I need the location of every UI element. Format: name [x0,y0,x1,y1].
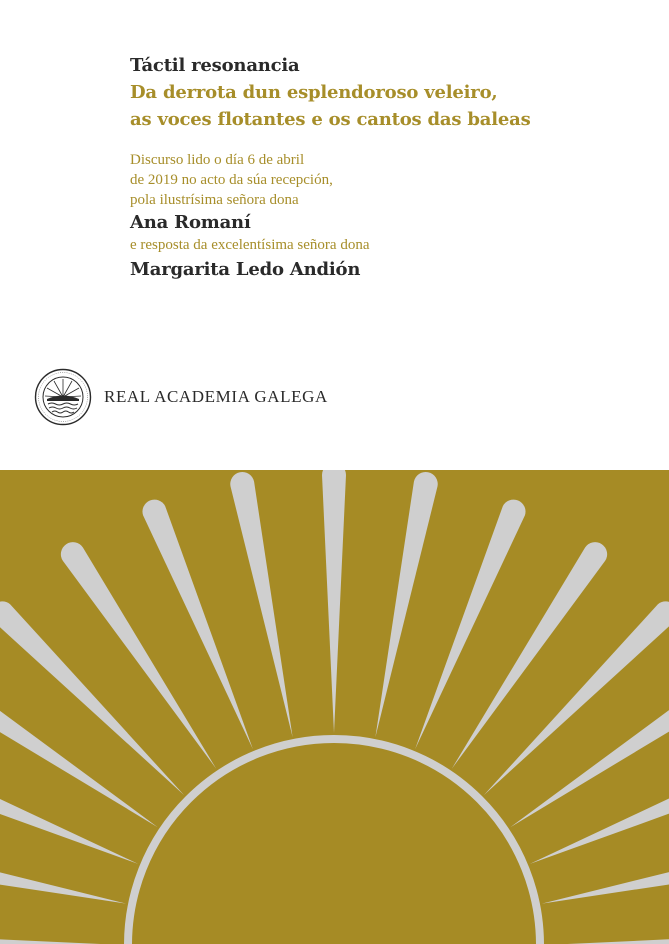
cover-text-block [130,52,650,282]
publisher-name: REAL ACADEMIA GALEGA [104,387,328,406]
sun-ray [546,933,669,944]
sun-ray [322,470,346,733]
sun-ray [415,500,525,750]
speech-intro [130,150,650,210]
speech-intro-line-1: Discurso lido o día 6 de abril [130,152,305,168]
sun-ray [484,601,669,795]
sun-ray [0,933,122,944]
sunburst-icon [0,470,669,944]
sun-ray [0,601,184,795]
sun-ray [230,472,292,737]
sunburst-band [0,470,669,944]
response-intro: e resposta da excelentísima señora dona [130,237,370,253]
speech-intro-line-3: pola ilustrísima señora dona [130,192,299,208]
sun-ray [142,500,252,750]
book-title: Táctil resonancia [130,55,300,76]
sun-ray [452,542,607,769]
book-subtitle-line-2: as voces flotantes e os cantos das baleas [130,109,531,130]
publisher-logo [34,368,328,426]
sun-ray [61,542,216,769]
speech-intro-line-2: de 2019 no acto da súa recepción, [130,172,333,188]
sun-ray [375,472,437,737]
speaker-name: Ana Romaní [130,212,251,233]
responder-name: Margarita Ledo Andión [130,259,361,280]
book-subtitle-line-1: Da derrota dun esplendoroso veleiro, [130,82,498,103]
academy-seal-icon [34,368,92,426]
